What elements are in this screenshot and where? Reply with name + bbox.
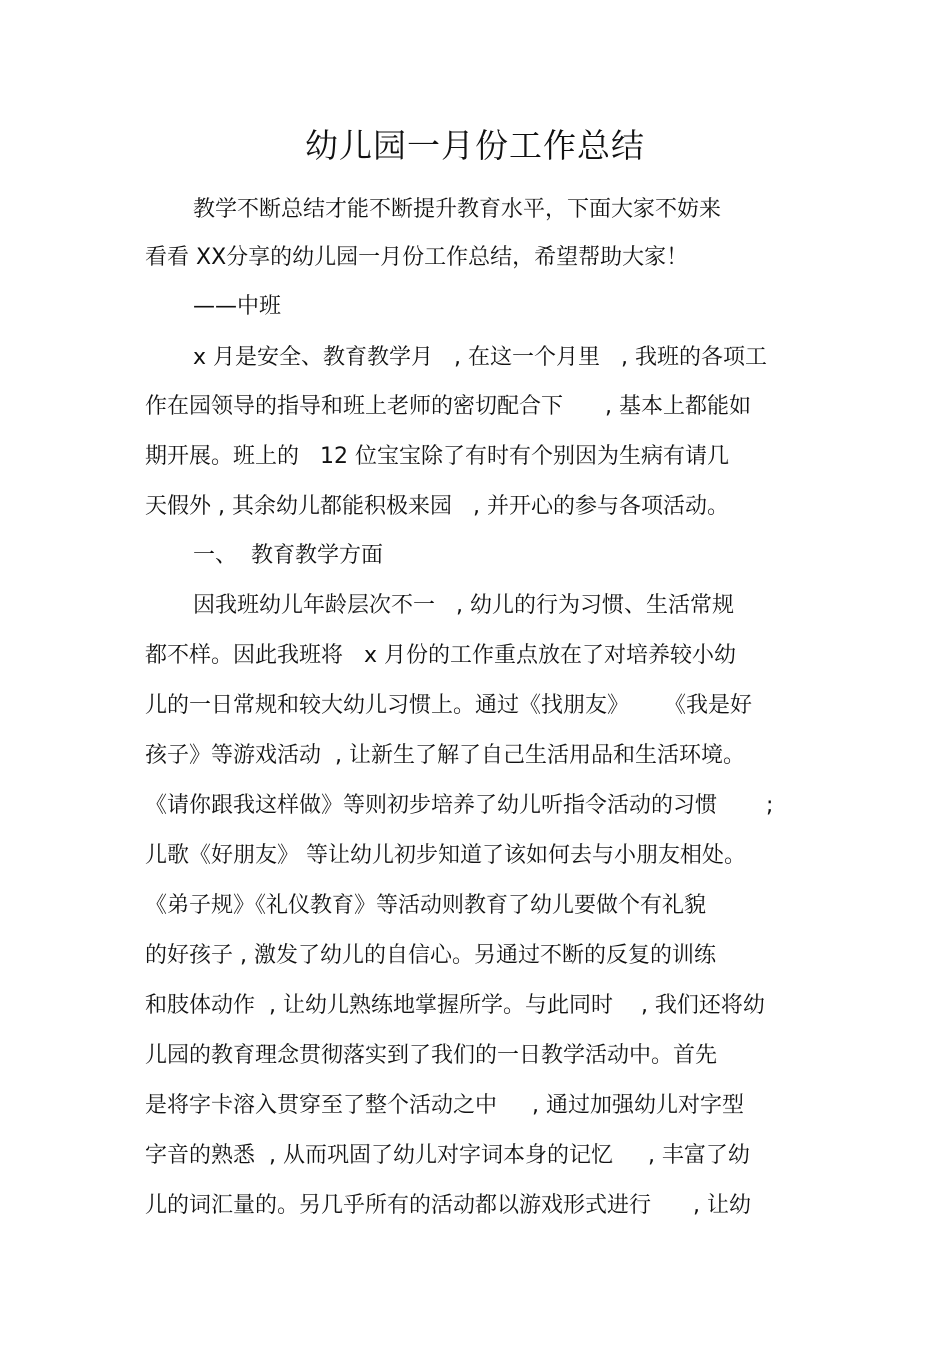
paragraph-line: x 月是安全、教育教学月 , 在这一个月里 , 我班的各项工 bbox=[193, 345, 767, 370]
paragraph-line: 天假外 , 其余幼儿都能积极来园 , 并开心的参与各项活动。 bbox=[145, 494, 729, 519]
document-title: 幼儿园一月份工作总结 bbox=[305, 126, 645, 165]
paragraph-line: 儿歌《好朋友》 等让幼儿初步知道了该如何去与小朋友相处。 bbox=[145, 843, 746, 868]
section-heading: 一、 教育教学方面 bbox=[193, 543, 383, 568]
paragraph-line: 字音的熟悉 , 从而巩固了幼儿对字词本身的记忆 , 丰富了幼 bbox=[145, 1143, 750, 1168]
paragraph-line: 孩子》等游戏活动 , 让新生了解了自己生活用品和生活环境。 bbox=[145, 743, 745, 768]
paragraph-line: 的好孩子 , 激发了幼儿的自信心。另通过不断的反复的训练 bbox=[145, 943, 716, 968]
paragraph-line: 作在园领导的指导和班上老师的密切配合下 , 基本上都能如 bbox=[145, 394, 751, 419]
paragraph-line: 《请你跟我这样做》等则初步培养了幼儿听指令活动的习惯 ; bbox=[145, 793, 774, 818]
paragraph-line: 教学不断总结才能不断提升教育水平，下面大家不妨来 bbox=[193, 197, 722, 222]
paragraph-line: 因我班幼儿年龄层次不一 , 幼儿的行为习惯、生活常规 bbox=[193, 593, 734, 618]
paragraph-line: 《弟子规》《礼仪教育》等活动则教育了幼儿要做个有礼貌 bbox=[145, 893, 707, 918]
paragraph-line: 期开展。班上的 12 位宝宝除了有时有个别因为生病有请几 bbox=[145, 444, 729, 469]
paragraph-line: 是将字卡溶入贯穿至了整个活动之中 , 通过加强幼儿对字型 bbox=[145, 1093, 744, 1118]
paragraph-line: 都不样。因此我班将 x 月份的工作重点放在了对培养较小幼 bbox=[145, 643, 736, 668]
paragraph-line: 儿的一日常规和较大幼儿习惯上。通过《找朋友》 《我是好 bbox=[145, 693, 752, 718]
paragraph-line: 和肢体动作 , 让幼儿熟练地掌握所学。与此同时 , 我们还将幼 bbox=[145, 993, 765, 1018]
paragraph-line: 儿的词汇量的。另几乎所有的活动都以游戏形式进行 , 让幼 bbox=[145, 1193, 751, 1218]
paragraph-line: ——中班 bbox=[193, 294, 282, 319]
paragraph-line: 看看 XX分享的幼儿园一月份工作总结，希望帮助大家！ bbox=[145, 245, 689, 270]
paragraph-line: 儿园的教育理念贯彻落实到了我们的一日教学活动中。首先 bbox=[145, 1043, 718, 1068]
